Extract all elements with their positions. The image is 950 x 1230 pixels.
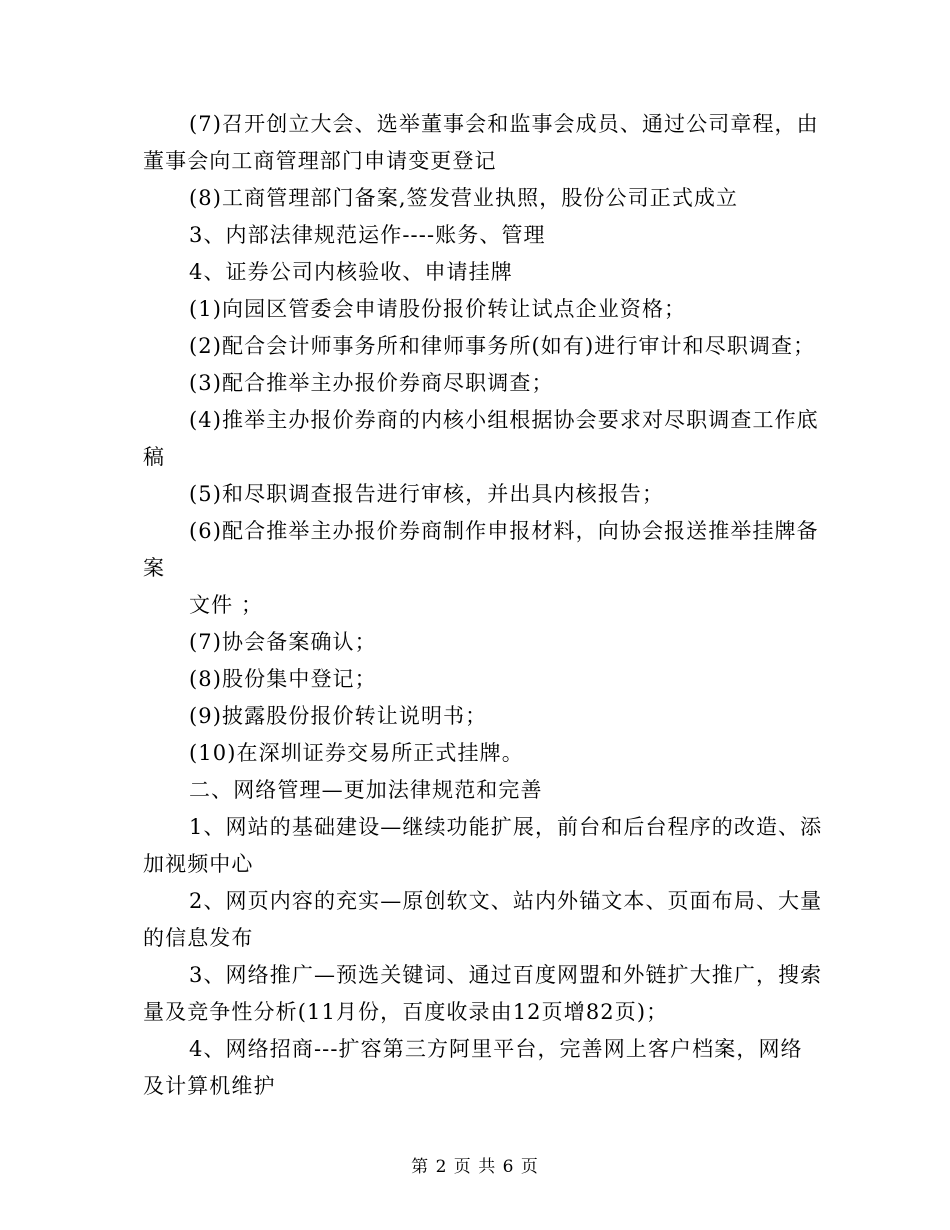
- paragraph-line: (10)在深圳证券交易所正式挂牌。: [189, 741, 524, 765]
- document-body: [143, 106, 823, 1105]
- paragraph-line: (6)配合推举主办报价券商制作申报材料，向协会报送推举挂牌备: [189, 519, 819, 543]
- paragraph-line: (1)向园区管委会申请股份报价转让试点企业资格；: [189, 297, 687, 321]
- paragraph-line: (9)披露股份报价转让说明书；: [189, 704, 488, 728]
- paragraph-line: (7)协会备案确认；: [189, 630, 377, 654]
- paragraph-line: 4、网络招商---扩容第三方阿里平台，完善网上客户档案，网络: [189, 1037, 803, 1061]
- paragraph-line: 1、网站的基础建设—继续功能扩展，前台和后台程序的改造、添: [189, 815, 823, 839]
- paragraph-continuation-line: 量及竞争性分析(11月份，百度收录由12页增82页)；: [143, 1000, 669, 1024]
- paragraph-line: 文件 ；: [189, 593, 264, 617]
- paragraph-continuation-line: 案: [143, 556, 166, 580]
- paragraph-line: 4、证券公司内核验收、申请挂牌: [189, 260, 513, 284]
- paragraph-line: 3、内部法律规范运作----账务、管理: [189, 223, 546, 247]
- page-footer: 第 2 页 共 6 页: [411, 1157, 539, 1177]
- paragraph-line: (4)推举主办报价券商的内核小组根据协会要求对尽职调查工作底: [189, 408, 819, 432]
- paragraph-line: (2)配合会计师事务所和律师事务所(如有)进行审计和尽职调查；: [189, 334, 816, 358]
- paragraph-line: (3)配合推举主办报价券商尽职调查；: [189, 371, 554, 395]
- paragraph-continuation-line: 的信息发布: [143, 926, 254, 950]
- paragraph-line: (5)和尽职调查报告进行审核，并出具内核报告；: [189, 482, 665, 506]
- paragraph-continuation-line: 董事会向工商管理部门申请变更登记: [143, 149, 497, 173]
- paragraph-line: 二、网络管理—更加法律规范和完善: [189, 778, 543, 802]
- paragraph-continuation-line: 稿: [143, 445, 166, 469]
- paragraph-continuation-line: 加视频中心: [143, 852, 254, 876]
- paragraph-line: (8)工商管理部门备案,签发营业执照，股份公司正式成立: [189, 186, 739, 210]
- paragraph-line: (7)召开创立大会、选举董事会和监事会成员、通过公司章程，由: [189, 112, 819, 136]
- paragraph-continuation-line: 及计算机维护: [143, 1074, 276, 1098]
- paragraph-line: 3、网络推广—预选关键词、通过百度网盟和外链扩大推广，搜索: [189, 963, 823, 987]
- paragraph-line: (8)股份集中登记；: [189, 667, 377, 691]
- paragraph-line: 2、网页内容的充实—原创软文、站内外锚文本、页面布局、大量: [189, 889, 823, 913]
